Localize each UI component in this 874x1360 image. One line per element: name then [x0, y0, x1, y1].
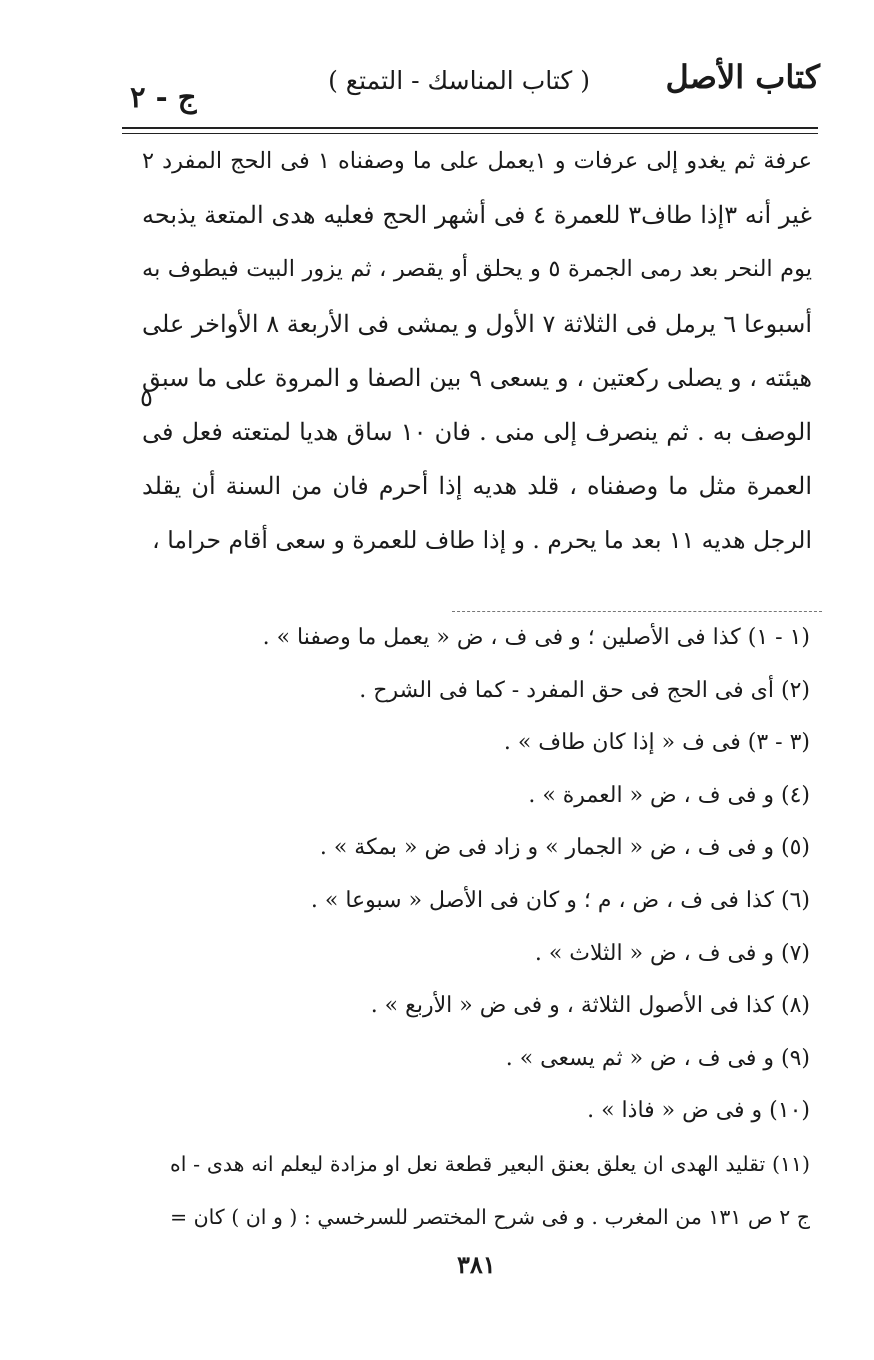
section-title: ( كتاب المناسك - التمتع )	[328, 66, 590, 95]
text-line: هيئته ، و يصلى ركعتين ، و يسعى ٩ بين الصفا و المروة على ما سبق	[142, 363, 813, 392]
text-line: عرفة ثم يغدو إلى عرفات و ١يعمل على ما وصفناه ١ فى الحج المفرد ٢	[142, 148, 812, 174]
text-line: العمرة مثل ما وصفناه ، قلد هديه إذا أحرم فان من السنة أن يقلد	[142, 472, 812, 501]
footnote: (١٠) و فى ض « فاذا » .	[587, 1098, 810, 1124]
text-line: أسبوعا ٦ يرمل فى الثلاثة ٧ الأول و يمشى فى الأربعة ٨ الأواخر على	[142, 309, 813, 338]
text-line: غير أنه ٣إذا طاف٣ للعمرة ٤ فى أشهر الحج فعليه هدى المتعة يذبحه	[142, 201, 812, 230]
header-rule	[122, 127, 818, 129]
footnote: (٢) أى فى الحج فى حق المفرد - كما فى الشرح .	[359, 677, 810, 703]
book-title: كتاب الأصل	[665, 58, 820, 96]
volume-number: ج - ٢	[130, 80, 197, 114]
footnote: (٨) كذا فى الأصول الثلاثة ، و فى ض « الأربع » .	[370, 993, 810, 1019]
footnote: (٣ - ٣) فى ف « إذا كان طاف » .	[503, 730, 810, 756]
running-header	[120, 58, 820, 114]
footnote: (٥) و فى ف ، ض « الجمار » و زاد فى ض « بمكة » .	[319, 835, 810, 861]
page-number: ٣٨١	[457, 1250, 496, 1279]
footnote: (٧) و فى ف ، ض « الثلاث » .	[534, 940, 810, 966]
footnote: (٩) و فى ف ، ض « ثم يسعى » .	[505, 1045, 810, 1071]
main-text	[142, 134, 812, 568]
footnote: (١ - ١) كذا فى الأصلين ؛ و فى ف ، ض « يعمل ما وصفنا » .	[262, 625, 810, 650]
footnote: (٤) و فى ف ، ض « العمرة » .	[528, 782, 810, 808]
text-line: الرجل هديه ١١ بعد ما يحرم . و إذا طاف للعمرة و سعى أقام حراما ،	[152, 526, 812, 555]
footnotes	[170, 612, 810, 1243]
text-line: يوم النحر بعد رمى الجمرة ٥ و يحلق أو يقصر ، ثم يزور البيت فيطوف به	[142, 256, 812, 283]
margin-line-marker: ٥	[140, 384, 153, 412]
footnote-continuation: ج ٢ ص ١٣١ من المغرب . و فى شرح المختصر للسرخسي : ( و ان ) كان =	[169, 1204, 810, 1229]
text-line: الوصف به . ثم ينصرف إلى منى . فان ١٠ ساق هديا لمتعته فعل فى	[142, 417, 812, 446]
footnote: (١١) تقليد الهدى ان يعلق بعنق البعير قطعة نعل او مزادة ليعلم انه هدى - اه	[170, 1151, 810, 1176]
footnote: (٦) كذا فى ف ، ض ، م ؛ و كان فى الأصل « سبوعا » .	[310, 887, 810, 913]
